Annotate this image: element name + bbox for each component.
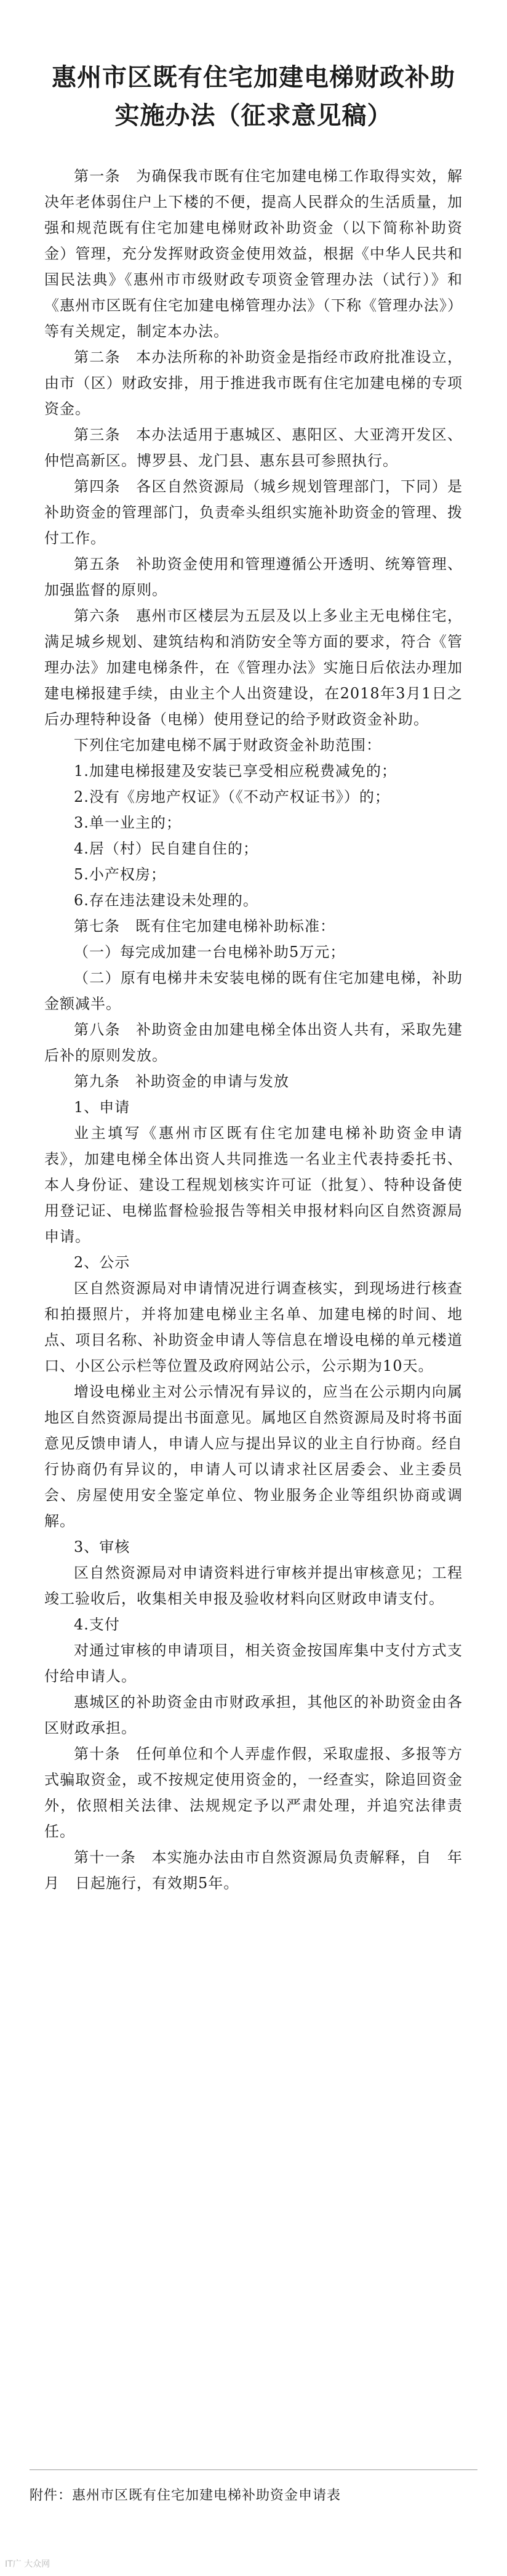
paragraph-exclusions-intro: 下列住宅加建电梯不属于财政资金补助范围： [74, 737, 381, 754]
list-item-exclusion-4: 4.居（村）民自建自住的； [74, 840, 258, 857]
paragraph-article-8: 第八条 补助资金由加建电梯全体出资人共有，采取先建后补的原则发放。 [44, 1021, 463, 1064]
paragraph-article-2: 第二条 本办法所称的补助资金是指经市政府批准设立，由市（区）财政安排，用于推进我市既有住宅加建电梯的专项资金。 [44, 349, 463, 418]
section-heading-payment: 4.支付 [74, 1616, 120, 1633]
section-heading-publicity: 2、公示 [74, 1254, 130, 1271]
paragraph-article-4: 第四条 各区自然资源局（城乡规划管理部门，下同）是补助资金的管理部门，负责牵头组织实施补助资金的管理、拨付工作。 [44, 478, 463, 547]
paragraph-publicity: 区自然资源局对申请情况进行调查核实，到现场进行核查和拍摄照片，并将加建电梯业主名单、加建电梯的时间、地点、项目名称、补助资金申请人等信息在增设电梯的单元楼道口、小区公示栏等位置及政府网站公示，公示期为10天。 [44, 1280, 463, 1375]
list-item-exclusion-5: 5.小产权房； [74, 866, 166, 883]
paragraph-review: 区自然资源局对申请资料进行审核并提出审核意见；工程竣工验收后，收集相关申报及验收材料向区财政申请支付。 [44, 1564, 463, 1607]
section-heading-apply: 1、申请 [74, 1099, 130, 1116]
document-title [44, 59, 463, 135]
paragraph-article-9: 第九条 补助资金的申请与发放 [74, 1073, 289, 1090]
section-heading-review: 3、审核 [74, 1538, 130, 1556]
paragraph-article-10: 第十条 任何单位和个人弄虚作假，采取虚报、多报等方式骗取资金，或不按规定使用资金的，一经查实，除追回资金外，依照相关法律、法规规定予以严肃处理，并追究法律责任。 [44, 1745, 463, 1840]
attachment-note: 附件：惠州市区既有住宅加建电梯补助资金申请表 [30, 2469, 477, 2507]
paragraph-funding-source: 惠城区的补助资金由市财政承担，其他区的补助资金由各区财政承担。 [44, 1694, 463, 1737]
title-line-2: 实施办法（征求意见稿） [114, 102, 393, 130]
list-item-standard-1: （一）每完成加建一台电梯补助5万元； [74, 943, 346, 961]
paragraph-article-6: 第六条 惠州市区楼层为五层及以上多业主无电梯住宅，满足城乡规划、建筑结构和消防安全等方面的要求，符合《管理办法》加建电梯条件，在《管理办法》实施日后依法办理加建电梯报建手续，由业主个人出资建设，在2018年3月1日之后办理特种设备（电梯）使用登记的给予财政资金补助。 [44, 607, 463, 728]
list-item-exclusion-3: 3.单一业主的； [74, 814, 182, 831]
list-item-exclusion-6: 6.存在违法建设未处理的。 [74, 892, 258, 909]
paragraph-payment: 对通过审核的申请项目，相关资金按国库集中支付方式支付给申请人。 [44, 1642, 463, 1685]
title-line-1: 惠州市区既有住宅加建电梯财政补助 [52, 63, 455, 92]
paragraph-article-1: 第一条 为确保我市既有住宅加建电梯工作取得实效，解决年老体弱住户上下楼的不便，提高人民群众的生活质量，加强和规范既有住宅加建电梯财政补助资金（以下简称补助资金）管理，充分发挥财政资金使用效益，根据《中华人民共和国民法典》《惠州市市级财政专项资金管理办法（试行）》和《惠州市区既有住宅加建电梯管理办法》（下称《管理办法》）等有关规定，制定本办法。 [44, 168, 463, 340]
list-item-standard-2: （二）原有电梯井未安装电梯的既有住宅加建电梯，补助金额减半。 [44, 969, 463, 1012]
paragraph-apply: 业主填写《惠州市区既有住宅加建电梯补助资金申请表》，加建电梯全体出资人共同推选一名业主代表持委托书、本人身份证、建设工程规划核实许可证（批复）、特种设备使用登记证、电梯监督检验报告等相关申报材料向区自然资源局申请。 [44, 1124, 463, 1245]
paragraph-article-11: 第十一条 本实施办法由市自然资源局负责解释，自 年 月 日起施行，有效期5年。 [44, 1849, 478, 1892]
list-item-exclusion-1: 1.加建电梯报建及安装已享受相应税费减免的； [74, 762, 397, 780]
list-item-exclusion-2: 2.没有《房地产权证》（《不动产权证书》）的； [74, 788, 390, 806]
paragraph-article-5: 第五条 补助资金使用和管理遵循公开透明、统筹管理、加强监督的原则。 [44, 555, 463, 599]
document-body [44, 163, 478, 1896]
watermark-logo: IT广 大众网 [5, 2559, 50, 2569]
paragraph-article-3: 第三条 本办法适用于惠城区、惠阳区、大亚湾开发区、仲恺高新区。博罗县、龙门县、惠东县可参照执行。 [44, 426, 463, 469]
paragraph-objection: 增设电梯业主对公示情况有异议的，应当在公示期内向属地区自然资源局提出书面意见。属地区自然资源局及时将书面意见反馈申请人，申请人应与提出异议的业主自行协商。经自行协商仍有异议的，申请人可以请求社区居委会、业主委员会、房屋使用安全鉴定单位、物业服务企业等组织协商或调解。 [44, 1383, 463, 1530]
paragraph-article-7: 第七条 既有住宅加建电梯补助标准： [74, 918, 335, 935]
